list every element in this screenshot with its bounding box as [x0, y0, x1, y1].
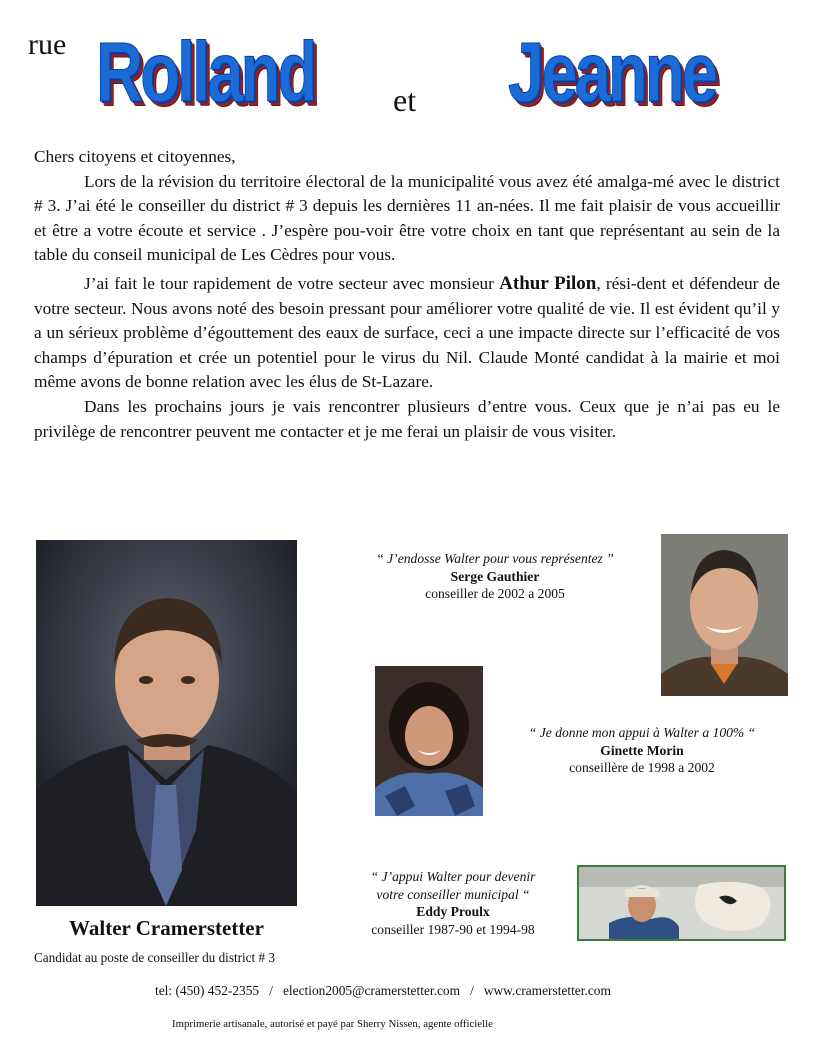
endorsement-serge	[330, 550, 660, 603]
candidate-name: Walter Cramerstetter	[69, 916, 264, 940]
paragraph-2-intro: J’ai fait le tour rapidement de votre secteur avec monsieur	[84, 273, 500, 293]
eddy-proulx-photo	[577, 865, 786, 941]
candidate-position: Candidat au poste de conseiller du district # 3	[34, 950, 275, 965]
contact-website[interactable]: www.cramerstetter.com	[483, 983, 611, 998]
endorser-name: Eddy Proulx	[416, 904, 490, 919]
header-prefix: rue	[28, 28, 67, 61]
contact-line	[155, 983, 611, 999]
letter-body	[34, 145, 780, 444]
endorsement-quote: “ Je donne mon appui à Walter a 100% “	[528, 725, 756, 740]
endorsement-eddy	[338, 868, 568, 938]
paragraph-2-rest: , rési-dent et défendeur de votre secteur. Nous avons noté des besoin pressant pour améliorer votre qualité de vie. Il est évident qu’il y a un sérieux problème d’égouttement des eaux de surface, ceci a une impacte directe sur l’efficacité de vos champs d’épuration et crée un potentiel pour le virus du Nil. Claude Monté candidat à la mairie et moi même avons de bonne relation avec les élus de St-Lazare.	[34, 273, 780, 392]
endorser-name: Ginette Morin	[600, 742, 684, 758]
contact-separator: /	[269, 983, 273, 998]
ginette-morin-photo	[375, 666, 483, 816]
contact-phone: tel: (450) 452-2355	[155, 983, 260, 998]
endorser-role: conseiller 1987-90 et 1994-98	[371, 921, 535, 937]
endorsement-quote: “ J’endosse Walter pour vous représentez ”	[376, 551, 614, 566]
endorsement-quote-line-2: votre conseiller municipal “	[376, 886, 530, 902]
letter-paragraph-2	[34, 272, 780, 395]
endorsement-quote-line-1: “ J’appui Walter pour devenir	[370, 869, 536, 884]
street-name-rolland: Rolland	[96, 25, 315, 119]
street-name-jeanne: Jeanne	[508, 25, 716, 119]
printer-note: Imprimerie artisanale, autorisé et payé par Sherry Nissen, agente officielle	[172, 1018, 493, 1030]
endorsement-ginette	[497, 724, 787, 777]
endorser-name: Serge Gauthier	[450, 568, 540, 584]
letter-greeting: Chers citoyens et citoyennes,	[34, 147, 236, 166]
contact-separator: /	[470, 983, 474, 998]
resident-name: Athur Pilon	[499, 272, 597, 294]
endorser-role: conseiller de 2002 a 2005	[425, 586, 565, 601]
letter-paragraph-1: Lors de la révision du territoire électoral de la municipalité vous avez été amalga-mé avec le district # 3. J’ai été le conseiller du district # 3 depuis les dernières 11 an-nées. Il me fait plaisir de vous accueillir et être a votre écoute et service . J’espère pou-voir être votre choix en tant que représentant au sein de la table du conseil municipal de Les Cèdres pour vous.	[34, 171, 780, 265]
header-conjunction: et	[393, 82, 417, 118]
letter-paragraph-3: Dans les prochains jours je vais rencontrer plusieurs d’entre vous. Ceux que je n’ai pas eu le privilège de rencontrer peuvent me contacter et je me ferai un plaisir de vous visiter.	[34, 396, 780, 441]
candidate-photo	[36, 540, 297, 906]
serge-gauthier-photo	[661, 534, 788, 696]
endorser-role: conseillère de 1998 a 2002	[569, 760, 715, 775]
contact-email[interactable]: election2005@cramerstetter.com	[282, 983, 461, 998]
